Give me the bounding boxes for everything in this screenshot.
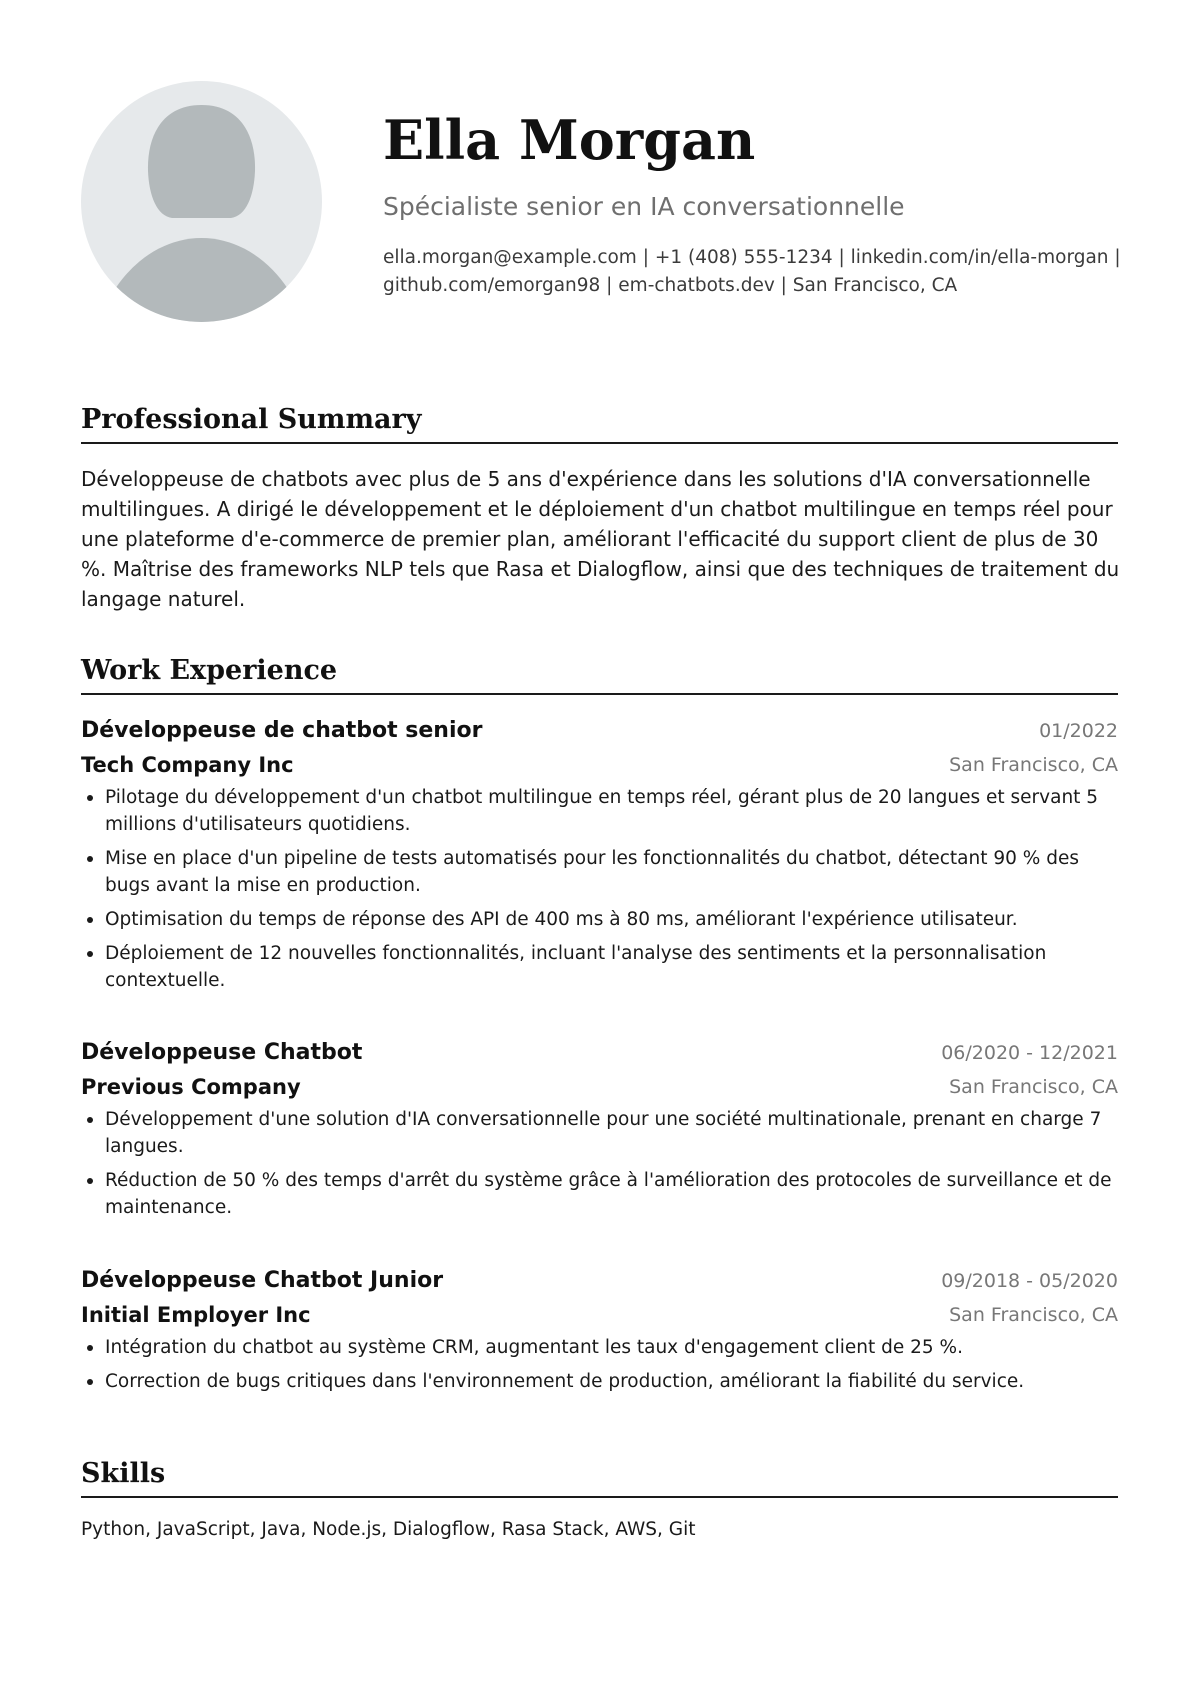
- user-placeholder-icon: [81, 81, 322, 322]
- job-bullets: [81, 784, 1118, 994]
- skills-list: Python, JavaScript, Java, Node.js, Dialogflow, Rasa Stack, AWS, Git: [81, 1519, 696, 1540]
- contact-info: ella.morgan@example.com | +1 (408) 555-1234 | linkedin.com/in/ella-morgan | github.com/emorgan98 | em-chatbots.dev | San Francisco, CA: [383, 247, 1121, 296]
- job-title: Développeuse Chatbot: [81, 1040, 363, 1065]
- job-bullet: Développement d'une solution d'IA conversationnelle pour une société multinationale, prenant en charge 7 langues.: [81, 1106, 1118, 1160]
- job-bullets: [81, 1106, 1118, 1221]
- job-entry: [81, 1264, 1118, 1402]
- job-bullets: [81, 1334, 1118, 1395]
- company-name: Initial Employer Inc: [81, 1303, 311, 1327]
- job-location: San Francisco, CA: [949, 1304, 1118, 1326]
- job-date: 01/2022: [1039, 720, 1118, 742]
- candidate-name: Ella Morgan: [383, 108, 756, 172]
- job-date: 09/2018 - 05/2020: [941, 1270, 1118, 1292]
- job-bullet: Pilotage du développement d'un chatbot multilingue en temps réel, gérant plus de 20 langues et servant 5 millions d'utilisateurs quotidiens.: [81, 784, 1118, 838]
- company-name: Previous Company: [81, 1075, 301, 1099]
- section-heading-summary: Professional Summary: [81, 402, 1118, 444]
- candidate-title: Spécialiste senior en IA conversationnelle: [383, 192, 905, 221]
- job-location: San Francisco, CA: [949, 754, 1118, 776]
- job-bullet: Déploiement de 12 nouvelles fonctionnalités, incluant l'analyse des sentiments et la personnalisation contextuelle.: [81, 940, 1118, 994]
- job-entry: [81, 714, 1118, 1001]
- job-bullet: Réduction de 50 % des temps d'arrêt du système grâce à l'amélioration des protocoles de surveillance et de maintenance.: [81, 1167, 1118, 1221]
- job-bullet: Intégration du chatbot au système CRM, augmentant les taux d'engagement client de 25 %.: [81, 1334, 1118, 1361]
- job-location: San Francisco, CA: [949, 1076, 1118, 1098]
- job-title: Développeuse Chatbot Junior: [81, 1268, 444, 1293]
- job-title: Développeuse de chatbot senior: [81, 718, 483, 743]
- job-bullet: Mise en place d'un pipeline de tests automatisés pour les fonctionnalités du chatbot, détectant 90 % des bugs avant la mise en production.: [81, 845, 1118, 899]
- section-heading-skills: Skills: [81, 1456, 1118, 1498]
- job-entry: [81, 1036, 1118, 1228]
- summary-text: Développeuse de chatbots avec plus de 5 ans d'expérience dans les solutions d'IA conversationnelle multilingues. A dirigé le développement et le déploiement d'un chatbot multilingue en temps réel pour une plateforme d'e-commerce de premier plan, améliorant l'efficacité du support client de plus de 30 %. Maîtrise des frameworks NLP tels que Rasa et Dialogflow, ainsi que des techniques de traitement du langage naturel.: [81, 467, 1120, 611]
- job-date: 06/2020 - 12/2021: [941, 1042, 1118, 1064]
- job-bullet: Optimisation du temps de réponse des API de 400 ms à 80 ms, améliorant l'expérience utilisateur.: [81, 906, 1118, 933]
- avatar: [81, 81, 322, 322]
- company-name: Tech Company Inc: [81, 753, 294, 777]
- job-bullet: Correction de bugs critiques dans l'environnement de production, améliorant la fiabilité du service.: [81, 1368, 1118, 1395]
- section-heading-experience: Work Experience: [81, 653, 1118, 695]
